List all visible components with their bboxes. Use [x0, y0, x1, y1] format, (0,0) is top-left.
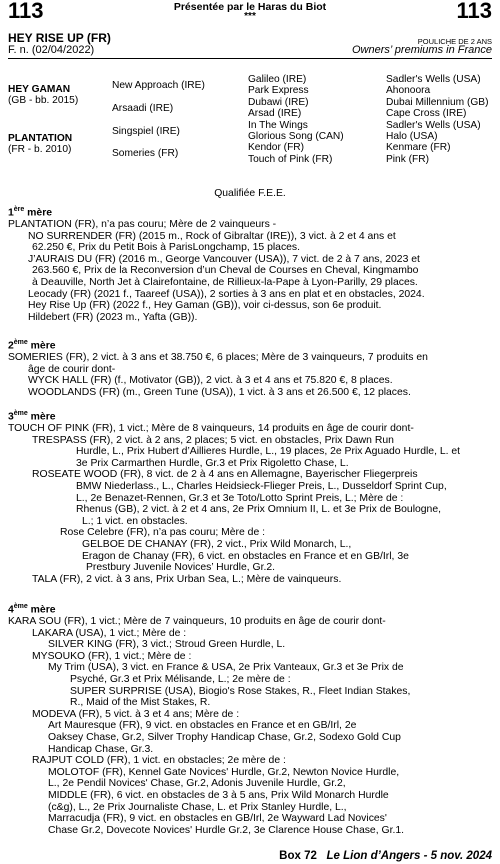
produce-line: Hey Rise Up (FR) (2022 f., Hey Gaman (GB)), voir ci-dessus, son 6e produit.: [28, 300, 382, 312]
produce-line: Psyché, Gr.3 et Prix Mélisande, L.; 2e mère de :: [70, 674, 291, 686]
gen4-entry: Cape Cross (IRE): [386, 108, 467, 120]
horse-name: HEY RISE UP (FR): [8, 31, 111, 45]
sire-name: HEY GAMAN: [8, 84, 71, 95]
section-title: 4ème mère: [8, 603, 56, 616]
section-1st-dam: [8, 204, 492, 323]
produce-line: MYSOUKO (FR), 1 vict.; Mère de :: [32, 650, 192, 662]
pedigree-gen3: [248, 74, 344, 165]
produce-line: L., 2e Pendil Novices' Chase, Gr.2, Adonis Juvenile Hurdle, Gr.2,: [48, 778, 346, 790]
produce-line: My Trim (USA), 3 vict. en France & USA, 2e Prix Vanteaux, Gr.3 et 3e Prix de: [48, 662, 404, 674]
produce-line: Prestbury Juvenile Novices’ Hurdle, Gr.2.: [86, 562, 276, 574]
produce-line: L., 2e Benazet-Rennen, Gr.3 et 3e Toto/Lotto Sprint Preis, L.; Mère de :: [76, 492, 404, 504]
gen4-entry: Pink (FR): [386, 153, 430, 165]
gen3-entry: Glorious Song (CAN): [248, 130, 344, 142]
produce-line: Rhenus (GB), 2 vict. à 2 et 4 ans, 2e Prix Omnium II, L. et 3e Prix de Boulogne,: [76, 504, 442, 516]
produce-line: MODEVA (FR), 5 vict. à 3 et 4 ans; Mère de :: [32, 708, 240, 720]
produce-line: 3e Prix Carmarthen Hurdle, Gr.3 et Prix Rigoletto Chase, L.: [76, 457, 349, 469]
gen3-entry: Touch of Pink (FR): [248, 153, 333, 165]
produce-line: Chase Gr.2, Dovecote Novices' Hurdle Gr.2, 3e Clarence House Chase, Gr.1.: [48, 824, 405, 836]
produce-line: LAKARA (USA), 1 vict.; Mère de :: [32, 627, 187, 639]
pedigree-dam: [8, 133, 72, 156]
produce-line: Art Mauresque (FR), 9 vict. en obstacles en France et en GB/Irl, 2e: [48, 720, 357, 732]
produce-line: MIDDLE (FR), 6 vict. en obstacles de 3 à 5 ans, Prix Wild Monarch Hurdle: [48, 789, 389, 801]
section-title: 2ème mère: [8, 339, 56, 352]
gen4-entry: Dubai Millennium (GB): [386, 96, 489, 108]
produce-line: Rose Celebre (FR), n’a pas couru; Mère de :: [60, 527, 266, 539]
horse-info: F. n. (02/04/2022): [8, 44, 95, 56]
divider: [8, 58, 492, 59]
produce-line: Leocady (FR) (2021 f., Taareef (USA)), 2 sorties à 3 ans en plat et en obstacles, 2024.: [28, 288, 425, 300]
produce-line: RAJPUT COLD (FR), 1 vict. en obstacles; 2e mère de :: [32, 755, 286, 767]
gen3-entry: Park Express: [248, 85, 309, 97]
gen2-entry: New Approach (IRE): [112, 80, 205, 91]
produce-line: (c&g), L., 2e Prix Journaliste Chase, L. et Prix Stanley Hurdle, L.,: [48, 801, 347, 813]
sire-info: (GB - bb. 2015): [8, 95, 79, 107]
section-2nd-dam: [8, 337, 492, 398]
stars: ***: [244, 11, 256, 22]
gen4-entry: Ahonoora: [386, 85, 431, 97]
dam-line: PLANTATION (FR), n’a pas couru; Mère de 2 vainqueurs -: [8, 219, 277, 231]
box-number: Box 72: [279, 850, 317, 863]
dam-name: PLANTATION: [8, 133, 73, 144]
sale-venue: Le Lion d’Angers - 5 nov. 2024: [326, 850, 492, 863]
produce-line: Marracudja (FR), 9 vict. en obstacles en GB/Irl, 2e Wayward Lad Novices': [48, 813, 387, 825]
gen2-entry: Arsaadi (IRE): [112, 102, 174, 114]
gen4-entry: Halo (USA): [386, 130, 438, 142]
produce-line: BMW Niederlass., L., Charles Heidsieck-Flieger Preis, L., Dusseldorf Sprint Cup,: [76, 481, 447, 493]
owners-premiums: Owners’ premiums in France: [352, 44, 492, 56]
produce-line: J’AURAIS DU (FR) (2016 m., George Vancouver (USA)), 7 vict. de 2 à 7 ans, 2023 et: [28, 253, 420, 265]
pedigree-sire: [8, 84, 78, 107]
produce-line: Handicap Chase, Gr.3.: [48, 743, 154, 755]
section-3rd-dam: [8, 408, 492, 585]
dam-line: KARA SOU (FR), 1 vict.; Mère de 7 vainqueurs, 10 produits en âge de courir dont-: [8, 616, 386, 628]
presenter-line: Présentée par le Haras du Biot: [173, 1, 327, 13]
produce-line: L.; 1 vict. en obstacles.: [82, 515, 188, 527]
produce-line: 263.560 €, Prix de la Reconversion d’un Cheval de Courses en Cheval, Kingmambo: [32, 265, 419, 277]
produce-line: Eragon de Chanay (FR), 6 vict. en obstacles en France et en GB/Irl, 3e: [82, 550, 409, 562]
gen3-entry: Galileo (IRE): [248, 74, 307, 85]
pedigree-gen4: [386, 74, 488, 165]
produce-line: SILVER KING (FR), 3 vict.; Stroud Green Hurdle, L.: [48, 639, 286, 651]
qualification: Qualifiée F.E.E.: [214, 188, 286, 199]
produce-line: WYCK HALL (FR) (f., Motivator (GB)), 2 vict. à 3 et 4 ans et 75.820 €, 8 places.: [28, 375, 393, 387]
lot-number-right: 113: [456, 0, 492, 23]
sex-age: POULICHE DE 2 ANS: [417, 37, 492, 46]
produce-line: Hildebert (FR) (2023 m., Yafta (GB)).: [28, 311, 198, 323]
produce-line: GELBOE DE CHANAY (FR), 2 vict., Prix Wild Monarch, L.,: [82, 539, 352, 550]
section-title: 3ème mère: [8, 410, 56, 423]
produce-line: 62.250 €, Prix du Petit Bois à ParisLongchamp, 15 places.: [32, 242, 301, 254]
dam-info: (FR - b. 2010): [8, 144, 72, 156]
gen4-entry: Sadler's Wells (USA): [386, 119, 481, 131]
gen3-entry: Dubawi (IRE): [248, 96, 309, 108]
gen3-entry: In The Wings: [248, 119, 308, 131]
gen4-entry: Kenmare (FR): [386, 142, 451, 154]
dam-line: TOUCH OF PINK (FR), 1 vict.; Mère de 8 vainqueurs, 14 produits en âge de courir dont-: [8, 423, 414, 435]
produce-line: WOODLANDS (FR) (m., Green Tune (USA)), 1 vict. à 3 ans et 26.500 €, 12 places.: [28, 386, 411, 398]
footer: [279, 851, 492, 863]
produce-line: MOLOTOF (FR), Kennel Gate Novices' Hurdle, Gr.2, Newton Novice Hurdle,: [48, 766, 400, 778]
gen2-entry: Someries (FR): [112, 148, 179, 160]
produce-line: R., Maid of the Mist Stakes, R.: [70, 697, 211, 709]
lot-number-left: 113: [8, 0, 44, 23]
gen2-entry: Singspiel (IRE): [112, 125, 180, 137]
dam-line: SOMERIES (FR), 2 vict. à 3 ans et 38.750 €, 6 places; Mère de 3 vainqueurs, 7 produits en: [8, 352, 428, 364]
pedigree-gen2: [112, 80, 205, 160]
produce-line: TRESPASS (FR), 2 vict. à 2 ans, 2 places; 5 vict. en obstacles, Prix Dawn Run: [32, 434, 394, 446]
produce-line: Oaksey Chase, Gr.2, Silver Trophy Handicap Chase, Gr.2, Sodexo Gold Cup: [48, 732, 401, 743]
dam-line: âge de courir dont-: [28, 363, 116, 375]
produce-line: TALA (FR), 2 vict. à 3 ans, Prix Urban Sea, L.; Mère de vainqueurs.: [32, 573, 342, 585]
gen4-entry: Sadler's Wells (USA): [386, 74, 481, 85]
section-4th-dam: [8, 601, 492, 836]
produce-line: Hurdle, L., Prix Hubert d’Aillieres Hurdle, L., 19 places, 2e Prix Aguado Hurdle, L. et: [76, 446, 461, 458]
produce-line: à Deauville, North Jet à Clairefontaine, de Rillieux-la-Pape à Lyon-Parilly, 29 places.: [32, 277, 418, 289]
produce-line: ROSEATE WOOD (FR), 8 vict. de 2 à 4 ans en Allemagne, Bayerischer Fliegerpreis: [32, 469, 418, 481]
produce-line: SUPER SURPRISE (USA), Biogio's Rose Stakes, R., Fleet Indian Stakes,: [70, 685, 411, 697]
gen3-entry: Kendor (FR): [248, 142, 305, 154]
produce-line: NO SURRENDER (FR) (2015 m., Rock of Gibraltar (IRE)), 3 vict. à 2 et 4 ans et: [28, 230, 396, 242]
gen3-entry: Arsad (IRE): [248, 108, 302, 120]
section-title: 1ère mère: [8, 206, 53, 219]
